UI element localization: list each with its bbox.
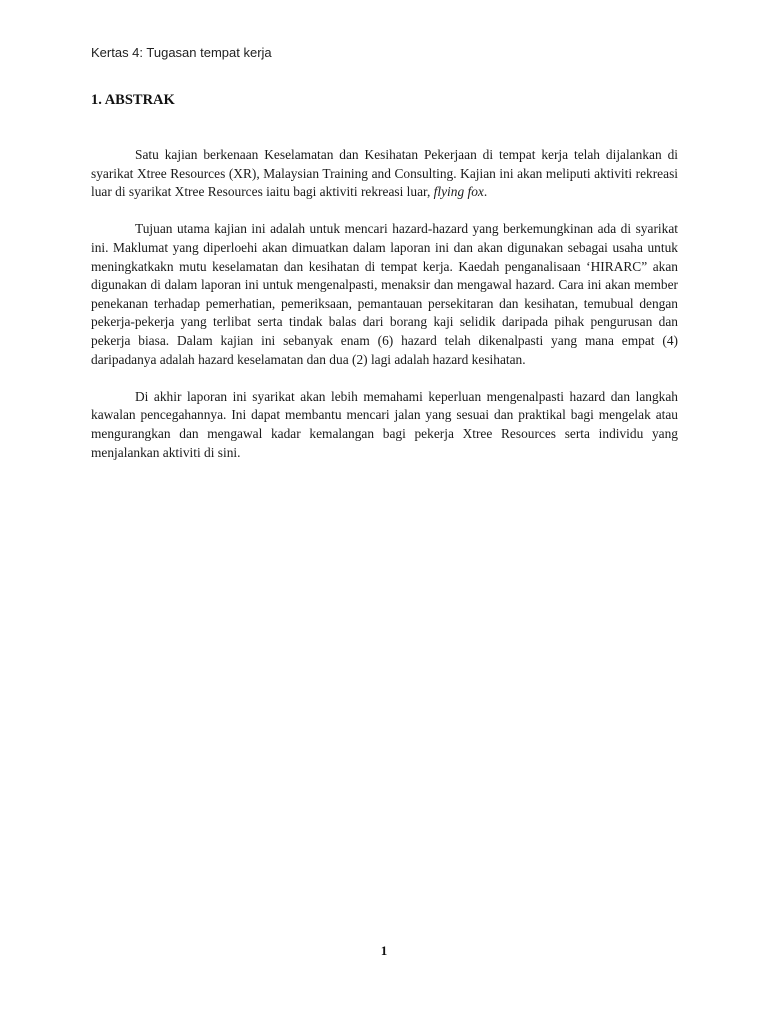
paragraph-1-end: . — [483, 184, 488, 200]
section-title: 1. ABSTRAK — [91, 92, 175, 108]
abstract-paragraph-1 — [91, 146, 678, 202]
abstract-body — [91, 146, 678, 462]
paragraph-1-italic-term: flying fox — [433, 184, 484, 200]
abstract-paragraph-2: Tujuan utama kajian ini adalah untuk mencari hazard-hazard yang berkemungkinan ada di syarikat ini. Maklumat yang diperloehi akan dimuatkan dalam laporan ini dan akan digunakan sebagai usaha untuk meningkatkakn mutu keselamatan dan kesihatan di tempat kerja. Kaedah penganalisaan ‘HIRARC” akan digunakan di dalam laporan ini untuk mengenalpasti, menaksir dan mengawal hazard. Cara ini akan member penekanan terhadap pemerhatian, pemeriksaan, pemantauan persekitaran dan kesihatan, temubual dengan pekerja-pekerja yang terlibat serta tindak balas dari borang kaji selidik daripada pihak pengurusan dan pekerja biasa. Dalam kajian ini sebanyak enam (6) hazard telah dikenalpasti yang mana empat (4) daripadanya adalah hazard keselamatan dan dua (2) lagi adalah hazard kesihatan. — [91, 221, 678, 367]
running-header: Kertas 4: Tugasan tempat kerja — [91, 45, 272, 60]
paragraph-1-text: Satu kajian berkenaan Keselamatan dan Kesihatan Pekerjaan di tempat kerja telah dijalankan di syarikat Xtree Resources (XR), Malaysian Training and Consulting. Kajian ini akan meliputi aktiviti rekreasi luar di syarikat Xtree Resources iaitu bagi aktiviti rekreasi luar, — [91, 147, 678, 200]
page-number: 1 — [380, 943, 388, 958]
abstract-paragraph-3: Di akhir laporan ini syarikat akan lebih memahami keperluan mengenalpasti hazard dan langkah kawalan pencegahannya. Ini dapat membantu mencari jalan yang sesuai dan praktikal bagi mengelak atau mengurangkan dan mengawal kadar kemalangan bagi pekerja Xtree Resources serta individu yang menjalankan aktiviti di sini. — [91, 388, 678, 460]
